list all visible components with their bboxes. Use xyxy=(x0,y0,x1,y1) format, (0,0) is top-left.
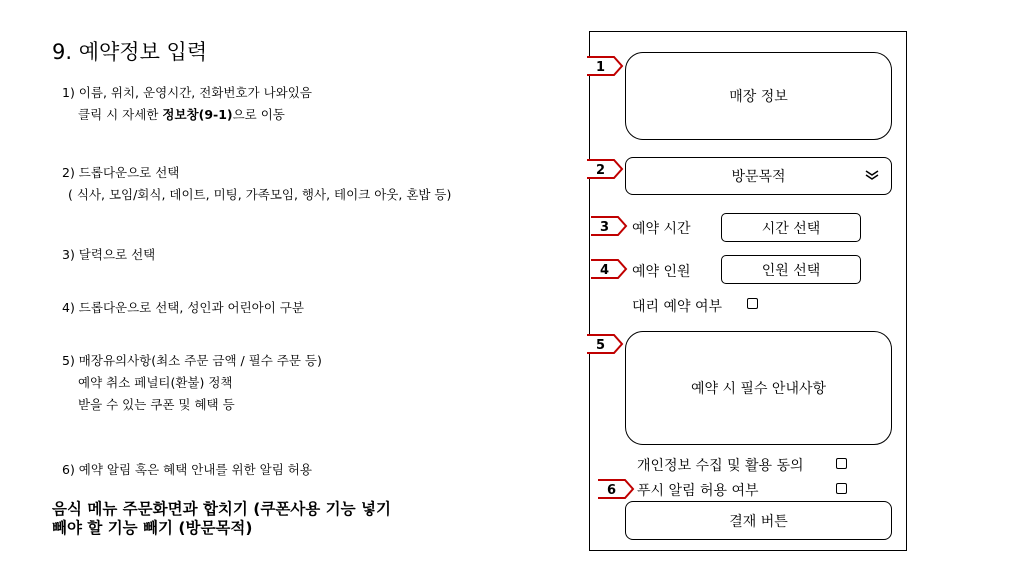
note-2-line-1: 2) 드롭다운으로 선택 xyxy=(62,165,180,180)
privacy-consent-checkbox[interactable] xyxy=(836,458,847,469)
note-2-line-2: ( 식사, 모임/회식, 데이트, 미팅, 가족모임, 행사, 테이크 아웃, 혼밥 등) xyxy=(68,187,452,202)
svg-text:6: 6 xyxy=(607,483,617,498)
note-6: 6) 예약 알림 혹은 혜택 안내를 위한 알림 허용 xyxy=(62,462,312,477)
callout-marker-icon xyxy=(586,334,624,354)
proxy-reservation-label: 대리 예약 여부 xyxy=(632,299,723,315)
privacy-consent-label: 개인정보 수집 및 활용 동의 xyxy=(637,458,804,474)
note-1-line-1: 1) 이름, 위치, 운영시간, 전화번호가 나와있음 xyxy=(62,85,312,100)
note-5 xyxy=(62,350,322,416)
proxy-reservation-checkbox[interactable] xyxy=(747,298,758,309)
info-window-reference: 정보창(9-1) xyxy=(162,107,233,122)
store-info-label: 매장 정보 xyxy=(729,89,788,105)
section-title: 9. 예약정보 입력 xyxy=(52,40,208,64)
callout-marker-icon xyxy=(590,216,628,236)
svg-text:5: 5 xyxy=(596,338,606,353)
note-1 xyxy=(62,82,312,126)
summary-line-2: 빼야 할 기능 빼기 (방문목적) xyxy=(52,519,253,537)
store-info-card[interactable] xyxy=(625,52,892,140)
callout-marker-icon xyxy=(590,259,628,279)
visit-purpose-dropdown[interactable] xyxy=(625,157,892,195)
summary-line-1: 음식 메뉴 주문화면과 합치기 (쿠폰사용 기능 넣기 xyxy=(52,500,391,518)
note-5-line-1: 5) 매장유의사항(최소 주문 금액 / 필수 주문 등) xyxy=(62,353,322,368)
callout-marker-icon xyxy=(586,159,624,179)
svg-text:1: 1 xyxy=(596,60,606,75)
party-size-label: 예약 인원 xyxy=(632,264,691,280)
note-5-line-3: 받을 수 있는 쿠폰 및 혜택 등 xyxy=(78,397,235,412)
reservation-time-label: 예약 시간 xyxy=(632,221,691,237)
push-notification-label: 푸시 알림 허용 여부 xyxy=(637,483,759,499)
svg-text:3: 3 xyxy=(600,220,610,235)
note-3: 3) 달력으로 선택 xyxy=(62,247,156,262)
callout-marker-icon xyxy=(597,479,635,499)
time-select-button[interactable]: 시간 선택 xyxy=(721,213,861,242)
note-2 xyxy=(62,162,451,206)
chevron-down-icon xyxy=(865,169,879,181)
svg-text:4: 4 xyxy=(600,263,610,278)
payment-button[interactable]: 결재 버튼 xyxy=(625,501,892,540)
summary-note xyxy=(52,500,391,538)
people-select-button[interactable]: 인원 선택 xyxy=(721,255,861,284)
push-notification-checkbox[interactable] xyxy=(836,483,847,494)
note-5-line-2: 예약 취소 페널티(환불) 정책 xyxy=(78,375,233,390)
required-notice-label: 예약 시 필수 안내사항 xyxy=(690,381,827,397)
note-1-line-2: 클릭 시 자세한 정보창(9-1)으로 이동 xyxy=(78,107,285,122)
required-notice-box xyxy=(625,331,892,445)
note-4: 4) 드롭다운으로 선택, 성인과 어린아이 구분 xyxy=(62,300,304,315)
svg-text:2: 2 xyxy=(596,163,606,178)
callout-marker-icon xyxy=(586,56,624,76)
visit-purpose-label: 방문목적 xyxy=(731,169,786,185)
